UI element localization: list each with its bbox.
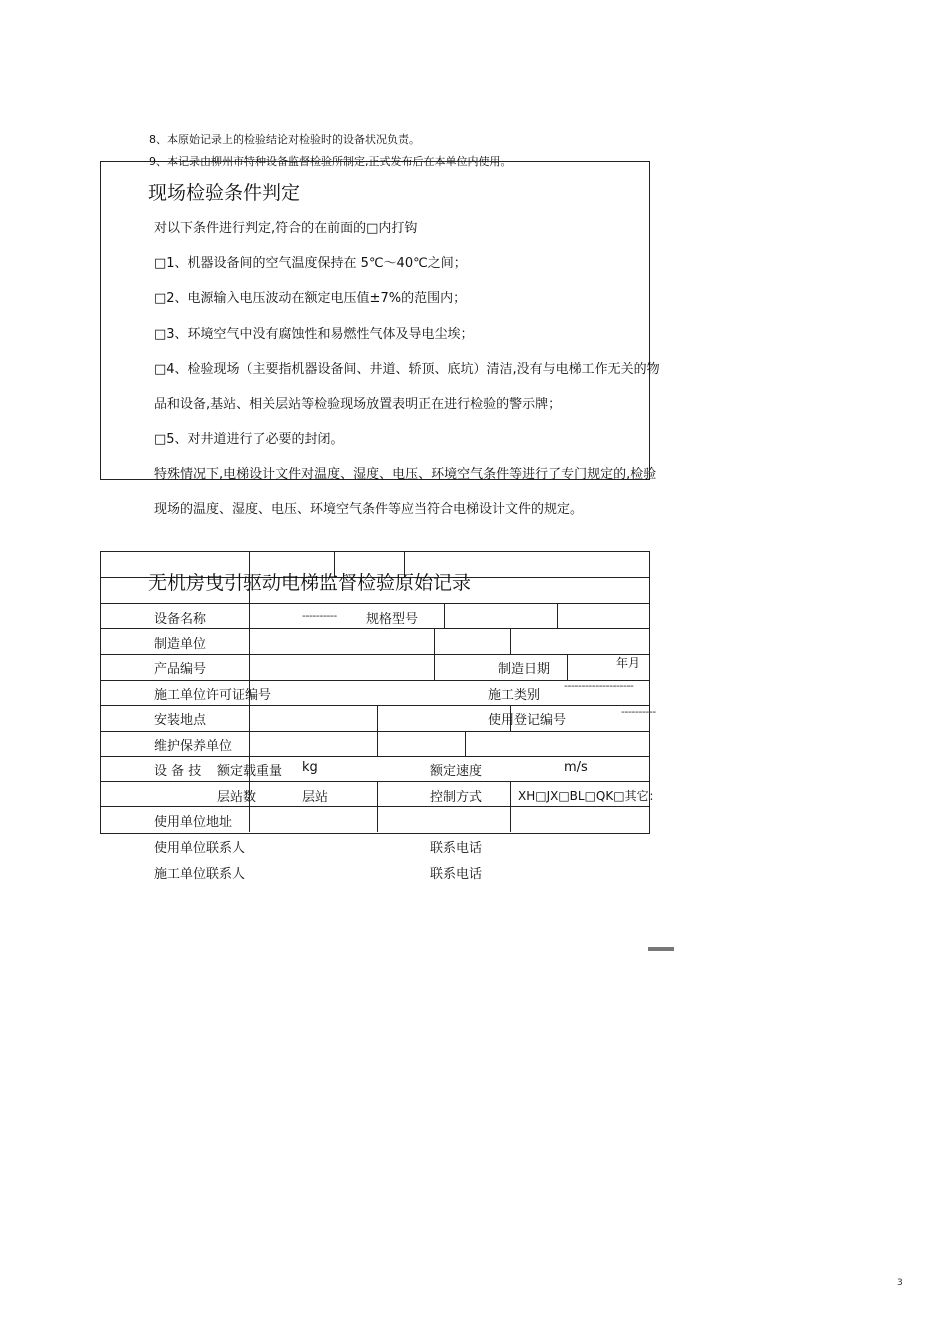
install-location-label: 安装地点 — [154, 713, 207, 728]
condition-item-1[interactable]: □1、机器设备间的空气温度保持在 5℃～40℃之间； — [154, 256, 467, 271]
conditions-intro: 对以下条件进行判定,符合的在前面的□内打钩 — [154, 221, 418, 236]
table-rule — [377, 781, 378, 832]
condition-item-3[interactable]: □3、环境空气中没有腐蚀性和易燃性气体及导电尘埃； — [154, 327, 474, 342]
conditions-title: 现场检验条件判定 — [148, 182, 301, 204]
table-rule — [377, 705, 378, 756]
user-contact-label: 使用单位联系人 — [154, 841, 246, 856]
note-8: 8、本原始记录上的检验结论对检验时的设备状况负责。 — [149, 133, 420, 146]
user-address-label: 使用单位地址 — [154, 815, 233, 830]
table-rule — [100, 705, 650, 706]
registration-no-value[interactable]: ---------- — [621, 705, 656, 718]
table-rule — [100, 731, 650, 732]
special-note-line-2: 现场的温度、湿度、电压、环境空气条件等应当符合电梯设计文件的规定。 — [154, 502, 584, 517]
table-rule — [100, 603, 650, 604]
rated-speed-label: 额定速度 — [430, 764, 483, 779]
record-title: 无机房曳引驱动电梯监督检验原始记录 — [148, 572, 472, 594]
scan-mark — [648, 947, 674, 951]
control-mode-label: 控制方式 — [430, 790, 483, 805]
year-month-label: 年月 — [616, 656, 641, 670]
rated-load-label: 额定载重量 — [217, 764, 283, 779]
table-rule — [100, 756, 650, 757]
table-rule — [100, 806, 650, 807]
table-rule — [444, 603, 445, 628]
table-rule — [510, 628, 511, 654]
device-name-label: 设备名称 — [154, 612, 207, 627]
note-9: 9、本记录由柳州市特种设备监督检验所制定,正式发布后在本单位内使用。 — [149, 155, 512, 168]
table-rule — [100, 781, 650, 782]
control-options[interactable]: XH□JX□BL□QK□其它： — [518, 789, 661, 803]
manufacturer-label: 制造单位 — [154, 637, 207, 652]
registration-no-label: 使用登记编号 — [488, 713, 567, 728]
condition-item-4[interactable]: □4、检验现场（主要指机器设备间、井道、轿顶、底坑）清洁,没有与电梯工作无关的物 — [154, 362, 660, 377]
special-note-line-1: 特殊情况下,电梯设计文件对温度、湿度、电压、环境空气条件等进行了专门规定的,检验 — [154, 467, 657, 482]
user-phone-label: 联系电话 — [430, 841, 483, 856]
condition-item-5[interactable]: □5、对井道进行了必要的封闭。 — [154, 432, 344, 447]
condition-item-4-cont: 品和设备,基站、相关层站等检验现场放置表明正在进行检验的警示牌； — [154, 397, 562, 412]
floors-label: 层站数 — [217, 790, 257, 805]
kg-unit: kg — [302, 760, 318, 775]
ms-unit: m/s — [564, 760, 588, 775]
table-rule — [434, 628, 435, 680]
model-spec-label: 规格型号 — [366, 612, 419, 627]
device-name-value[interactable]: ---------- — [302, 609, 337, 622]
constructor-contact-label: 施工单位联系人 — [154, 867, 246, 882]
table-rule — [100, 628, 650, 629]
manufacture-date-label: 制造日期 — [498, 662, 551, 677]
construction-type-value[interactable]: -------------------- — [564, 679, 634, 692]
constructor-phone-label: 联系电话 — [430, 867, 483, 882]
license-no-label: 施工单位许可证编号 — [154, 688, 272, 703]
table-rule — [510, 781, 511, 832]
table-rule — [465, 731, 466, 756]
construction-type-label: 施工类别 — [488, 688, 541, 703]
condition-item-2[interactable]: □2、电源输入电压波动在额定电压值±7%的范围内； — [154, 291, 467, 306]
table-rule — [557, 603, 558, 628]
floor-unit: 层站 — [302, 790, 329, 805]
tech-params-label: 设 备 技 — [154, 764, 202, 779]
product-no-label: 产品编号 — [154, 662, 207, 677]
page-number: 3 — [897, 1278, 903, 1288]
maintenance-unit-label: 维护保养单位 — [154, 739, 233, 754]
table-rule — [567, 654, 568, 680]
